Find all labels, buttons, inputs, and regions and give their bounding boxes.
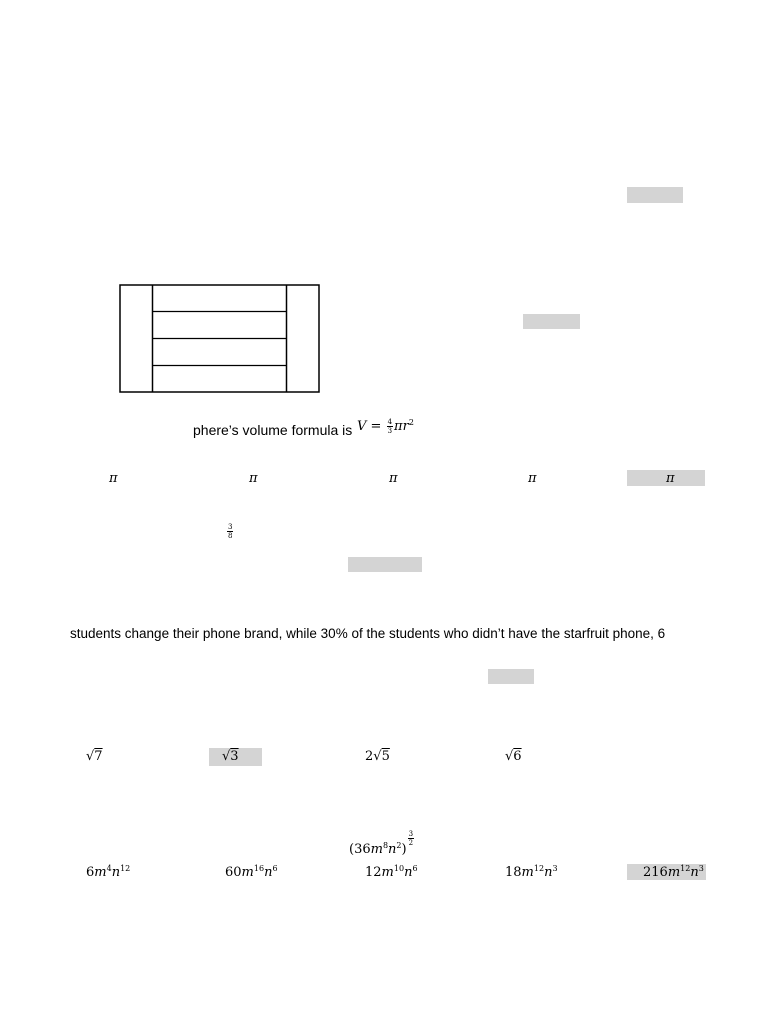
choice-poly-b: $60m^{16}n^6$ — [225, 864, 278, 880]
choice-pi-b: π — [249, 471, 258, 486]
sphere-volume-text: phere’s volume formula is — [193, 422, 353, 438]
choice-poly-a: $6m^4n^{12}$ — [86, 864, 131, 880]
choice-pi-e: π — [666, 471, 675, 486]
answer-highlight-2 — [523, 314, 580, 329]
exponent-expression: $(36m^8n^2)$ $\frac{3}{2}$ — [349, 830, 414, 857]
students-text: students change their phone brand, while 30% of the students who didn’t have the starfruit phone, 6 — [70, 626, 666, 641]
sphere-volume-formula: V = $\frac{4}{3}$ $\pi r^2$ — [357, 418, 414, 435]
fraction-three-eighths: $\frac{3}{8}$ — [228, 523, 233, 540]
choice-poly-d: $18m^{12}n^3$ — [505, 864, 558, 880]
choice-sqrt-b: √3 — [222, 749, 239, 764]
choice-poly-c: $12m^{10}n^6$ — [365, 864, 418, 880]
choice-sqrt-a: √7 — [86, 749, 103, 764]
choice-sqrt-c: 2√5 — [365, 749, 390, 764]
choice-poly-e: $216m^{12}n^3$ — [643, 864, 704, 880]
choice-pi-d: π — [528, 471, 537, 486]
choice-pi-c: π — [389, 471, 398, 486]
rectangle-diagram — [118, 283, 322, 395]
choice-sqrt-d: √6 — [505, 749, 522, 764]
answer-highlight-5 — [488, 669, 534, 684]
choice-pi-a: π — [109, 471, 118, 486]
answer-highlight-1 — [627, 187, 683, 203]
answer-highlight-4 — [348, 557, 422, 572]
